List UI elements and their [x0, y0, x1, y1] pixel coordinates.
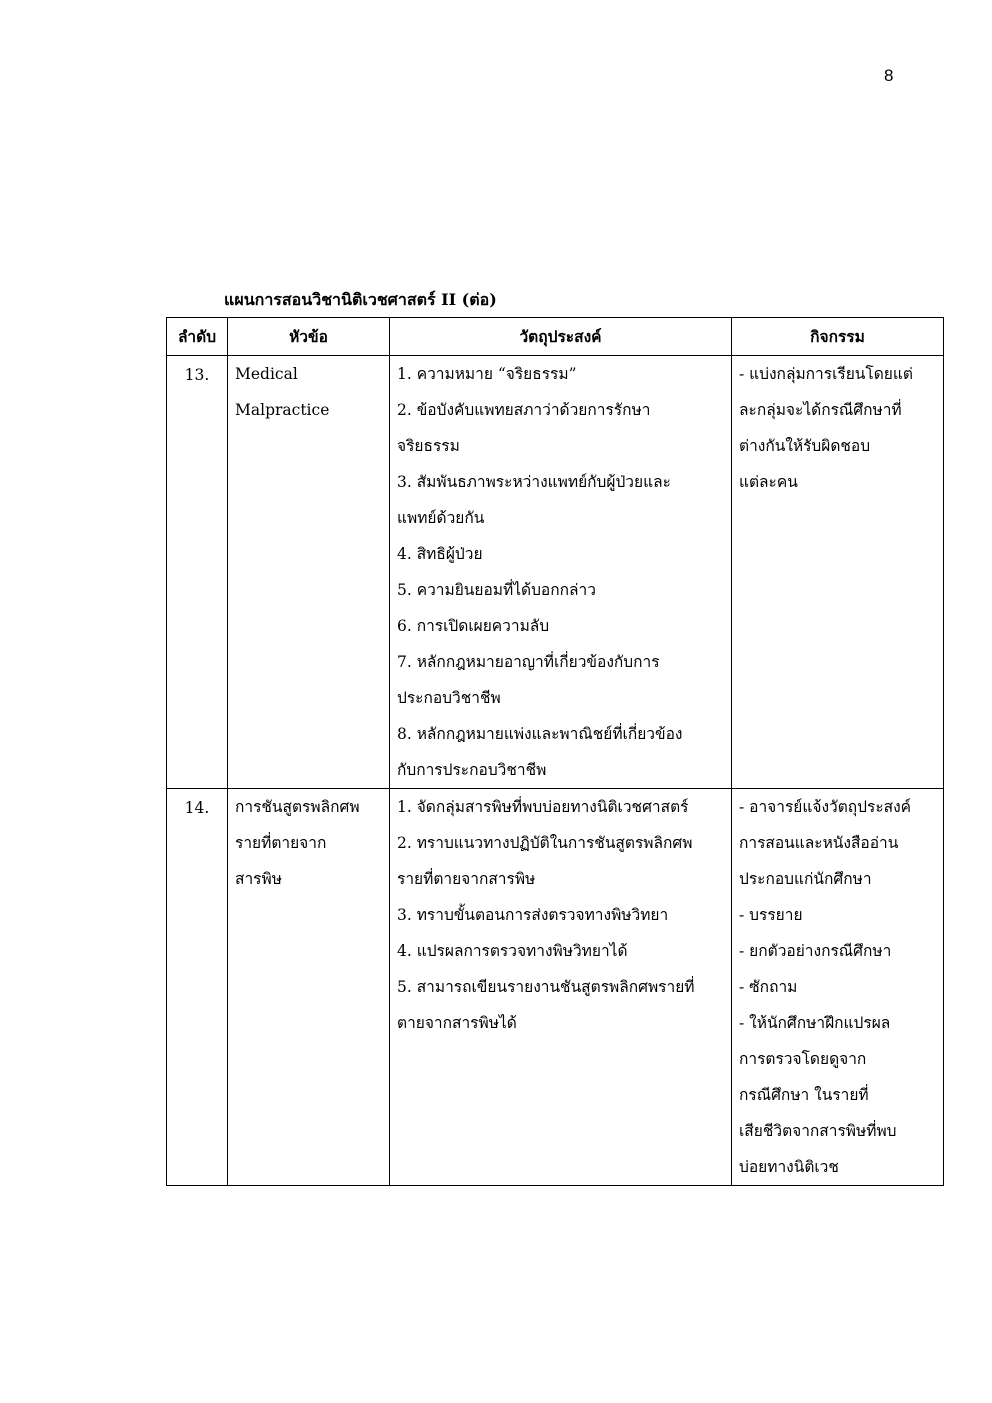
row-topic: [228, 356, 390, 789]
activity-line: ละกลุ่มจะได้กรณีศึกษาที่: [739, 401, 902, 419]
objective-line: 1. จัดกลุ่มสารพิษที่พบบ่อยทางนิติเวชศาสตร์: [397, 798, 689, 816]
row-topic: [228, 789, 390, 1186]
objective-line: 7. หลักกฎหมายอาญาที่เกี่ยวข้องกับการ: [397, 653, 660, 671]
topic-line: Malpractice: [235, 401, 330, 419]
activity-line: บ่อยทางนิติเวช: [739, 1158, 839, 1176]
activity-line: - ซักถาม: [739, 978, 798, 996]
activity-line: - ยกตัวอย่างกรณีศึกษา: [739, 942, 892, 960]
document-title: แผนการสอนวิชานิติเวชศาสตร์ II (ต่อ): [224, 290, 497, 309]
objective-line: 4. แปรผลการตรวจทางพิษวิทยาได้: [397, 942, 628, 960]
activity-line: แต่ละคน: [739, 473, 798, 491]
row-number: 13.: [167, 356, 228, 789]
objective-line: กับการประกอบวิชาชีพ: [397, 761, 547, 779]
topic-line: รายที่ตายจาก: [235, 834, 327, 852]
objective-line: 4. สิทธิผู้ป่วย: [397, 545, 483, 563]
header-order: ลำดับ: [167, 318, 228, 356]
activity-line: - แบ่งกลุ่มการเรียนโดยแต่: [739, 365, 913, 383]
row-activities: [732, 356, 944, 789]
activity-line: - บรรยาย: [739, 906, 803, 924]
objective-line: 6. การเปิดเผยความลับ: [397, 617, 550, 635]
objective-line: 5. สามารถเขียนรายงานชันสูตรพลิกศพรายที่: [397, 978, 695, 996]
activity-line: ประกอบแก่นักศึกษา: [739, 870, 872, 888]
objective-line: จริยธรรม: [397, 437, 460, 455]
table-row: [167, 356, 944, 789]
row-objectives: [390, 789, 732, 1186]
activity-line: เสียชีวิตจากสารพิษที่พบ: [739, 1122, 897, 1140]
page-number: 8: [884, 66, 894, 85]
topic-line: การชันสูตรพลิกศพ: [235, 798, 360, 816]
activity-line: - ให้นักศึกษาฝึกแปรผล: [739, 1014, 891, 1032]
objective-line: รายที่ตายจากสารพิษ: [397, 870, 536, 888]
header-topic: หัวข้อ: [228, 318, 390, 356]
objective-line: 8. หลักกฎหมายแพ่งและพาณิชย์ที่เกี่ยวข้อง: [397, 725, 683, 743]
activity-line: กรณีศึกษา ในรายที่: [739, 1086, 869, 1104]
activity-line: ต่างกันให้รับผิดชอบ: [739, 437, 871, 455]
row-activities: [732, 789, 944, 1186]
objective-line: ประกอบวิชาชีพ: [397, 689, 501, 707]
objective-line: ตายจากสารพิษได้: [397, 1014, 517, 1032]
activity-line: - อาจารย์แจ้งวัตถุประสงค์: [739, 798, 912, 816]
row-objectives: [390, 356, 732, 789]
header-objectives: วัตถุประสงค์: [390, 318, 732, 356]
row-number: 14.: [167, 789, 228, 1186]
header-activities: กิจกรรม: [732, 318, 944, 356]
activity-line: การสอนและหนังสืออ่าน: [739, 834, 899, 852]
objective-line: 3. สัมพันธภาพระหว่างแพทย์กับผู้ป่วยและ: [397, 473, 671, 491]
objective-line: 2. ทราบแนวทางปฏิบัติในการชันสูตรพลิกศพ: [397, 834, 693, 852]
objective-line: แพทย์ด้วยกัน: [397, 509, 485, 527]
topic-line: Medical: [235, 365, 298, 383]
table-row: [167, 789, 944, 1186]
activity-line: การตรวจโดยดูจาก: [739, 1050, 867, 1068]
topic-line: สารพิษ: [235, 870, 282, 888]
lesson-plan-table: [166, 317, 944, 1186]
objective-line: 5. ความยินยอมที่ได้บอกกล่าว: [397, 581, 596, 599]
objective-line: 3. ทราบขั้นตอนการส่งตรวจทางพิษวิทยา: [397, 906, 669, 924]
objective-line: 1. ความหมาย “จริยธรรม”: [397, 365, 577, 383]
objective-line: 2. ข้อบังคับแพทยสภาว่าด้วยการรักษา: [397, 401, 651, 419]
table-header-row: [167, 318, 944, 356]
